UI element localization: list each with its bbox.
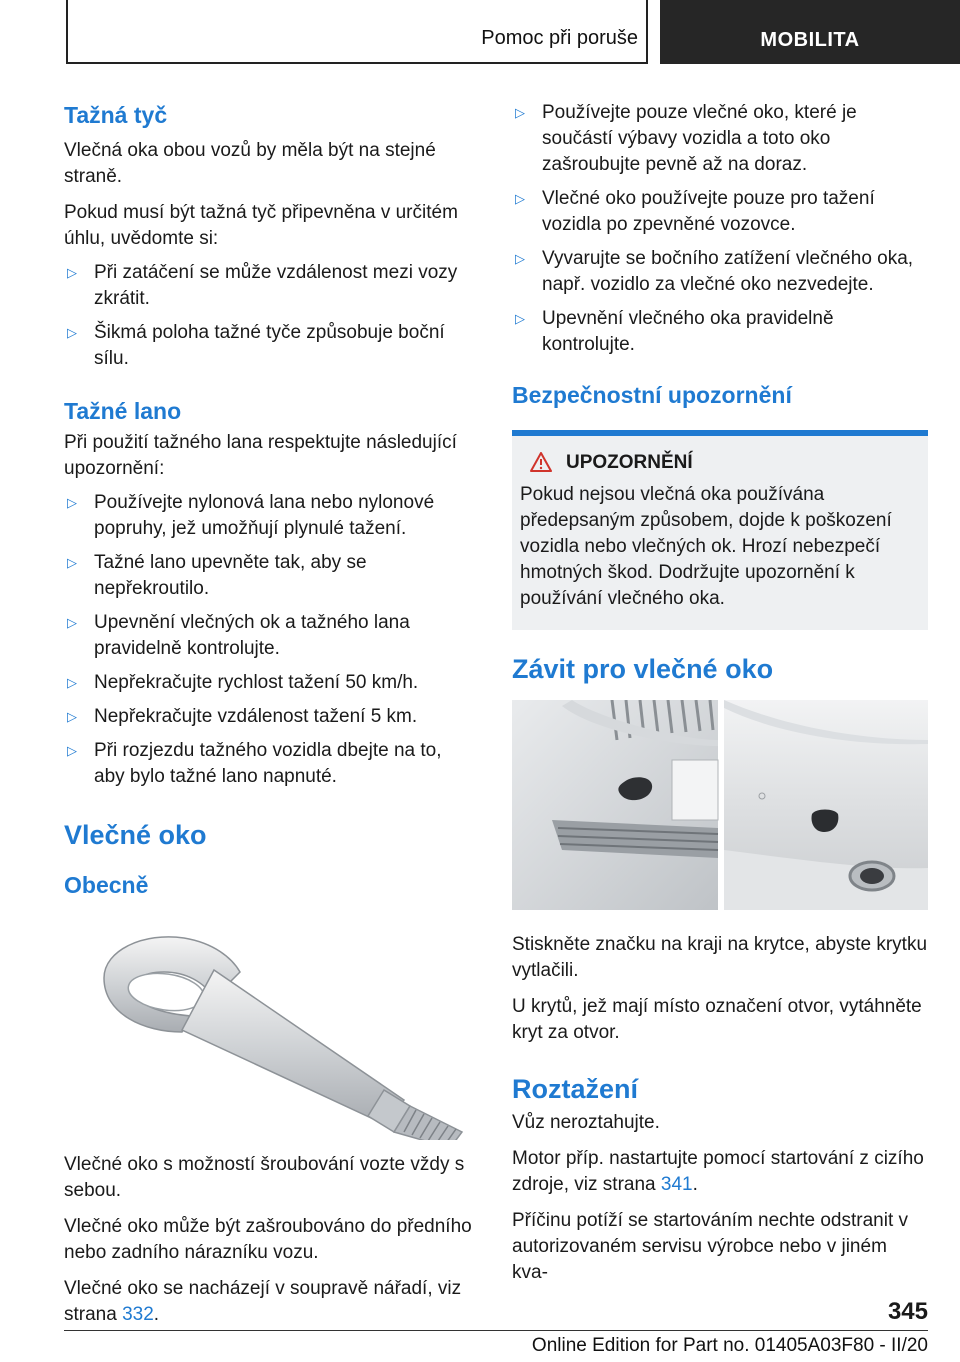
header-section-title: Pomoc při poruše [481, 27, 638, 49]
paragraph: Vůz neroztahujte. [512, 1112, 660, 1133]
header-chapter-title: MOBILITA [760, 29, 860, 51]
page-number: 345 [887, 1298, 928, 1325]
triangle-right-icon: ▷ [67, 495, 77, 510]
triangle-right-icon: ▷ [67, 675, 77, 690]
triangle-right-icon: ▷ [67, 709, 77, 724]
list-item: ▷ Nepřekračujte vzdálenost tažení 5 km. [64, 704, 476, 730]
bullet-list [512, 100, 928, 358]
triangle-right-icon: ▷ [67, 265, 77, 280]
paragraph: Pokud musí být tažná tyč připevněna v určitém úhlu, uvědomte si: [64, 202, 458, 249]
heading-bezpecnostni-upozorneni: Bezpečnostní upozornění [512, 382, 792, 408]
list-item: ▷ Používejte nylonová lana nebo nylonové popruhy, jež umožňují plynulé tažení. [67, 492, 435, 539]
right-column [512, 100, 928, 1286]
bumper-illustration [512, 700, 928, 910]
heading-zavit: Závit pro vlečné oko [512, 654, 774, 684]
paragraph: Motor příp. nastartujte pomocí startování z cizího zdroje, viz strana 341. [512, 1148, 924, 1195]
footer-edition: Online Edition for Part no. 01405A03F80 - II/20 [531, 1335, 928, 1356]
header-chapter-box [660, 0, 960, 64]
triangle-right-icon: ▷ [67, 325, 77, 340]
paragraph: Stiskněte značku na kraji na krytce, abyste krytku vytlačili. [512, 934, 928, 981]
list-item: ▷ Tažné lano upevněte tak, aby se nepřekroutilo. [67, 552, 367, 599]
paragraph: Při použití tažného lana respektujte následující upozornění: [64, 432, 457, 479]
paragraph: Vlečné oko se nacházejí v soupravě nářadí, viz strana 332. [64, 1278, 462, 1325]
heading-vlecne-oko: Vlečné oko [64, 820, 207, 850]
list-item: ▷ Při zatáčení se může vzdálenost mezi vozy zkrátit. [67, 262, 458, 309]
warning-text: Pokud nejsou vlečná oka používána předepsaným způsobem, dojde k poškození vozidla nebo vlečných ok. Hrozí nebezpečí hmotných škod. Dodržujte upozornění k používání vlečného oka. [520, 484, 892, 609]
triangle-right-icon: ▷ [67, 615, 77, 630]
triangle-right-icon: ▷ [515, 311, 525, 326]
list-item: ▷ Nepřekračujte rychlost tažení 50 km/h. [64, 670, 476, 696]
list-item: ▷ Vyvarujte se bočního zatížení vlečného oka, např. vozidlo za vlečné oko nezvedejte. [515, 248, 914, 295]
page-link-332[interactable]: 332 [122, 1304, 154, 1325]
list-item: ▷ Používejte pouze vlečné oko, které je součástí výbavy vozidla a toto oko zašroubujte pevně až na doraz. [515, 102, 857, 175]
warning-triangle-icon [530, 452, 552, 472]
paragraph: Vlečné oko s možností šroubování vozte vždy s sebou. [64, 1154, 465, 1201]
paragraph: Vlečné oko může být zašroubováno do předního nebo zadního nárazníku vozu. [64, 1216, 472, 1263]
paragraph: Vlečná oka obou vozů by měla být na stejné straně. [64, 140, 436, 187]
heading-tazna-tyc: Tažná tyč [64, 102, 168, 128]
heading-tazne-lano: Tažné lano [64, 398, 182, 424]
list-item: ▷ Vlečné oko používejte pouze pro tažení vozidla po zpevněné vozovce. [515, 188, 875, 235]
heading-roztazeni: Roztažení [512, 1074, 639, 1104]
list-item: ▷ Šikmá poloha tažné tyče způsobuje boční sílu. [67, 322, 445, 369]
heading-obecne: Obecně [64, 872, 149, 898]
header-section-box [66, 0, 648, 64]
triangle-right-icon: ▷ [67, 743, 77, 758]
left-column [64, 100, 476, 1328]
triangle-right-icon: ▷ [515, 105, 525, 120]
list-item: ▷ Upevnění vlečných ok a tažného lana pravidelně kontrolujte. [67, 612, 410, 659]
triangle-right-icon: ▷ [515, 251, 525, 266]
list-item: ▷ Upevnění vlečného oka pravidelně kontrolujte. [515, 308, 834, 355]
bullet-list [64, 260, 476, 372]
triangle-right-icon: ▷ [515, 191, 525, 206]
warning-title: UPOZORNĚNÍ [566, 452, 693, 473]
paragraph: Příčinu potíží se startováním nechte odstranit v autorizovaném servisu výrobce nebo v jiném kva- [512, 1210, 909, 1283]
paragraph: U krytů, jež mají místo označení otvor, vytáhněte kryt za otvor. [512, 996, 922, 1043]
list-item: ▷ Při rozjezdu tažného vozidla dbejte na to, aby bylo tažné lano napnuté. [67, 740, 442, 787]
bumper-photo [512, 700, 928, 910]
footer-divider [64, 1330, 928, 1331]
towing-eye-image [64, 910, 476, 1140]
triangle-right-icon: ▷ [67, 555, 77, 570]
warning-box [512, 430, 928, 630]
towing-eye-illustration [64, 910, 476, 1140]
page-link-341[interactable]: 341 [660, 1174, 693, 1195]
bullet-list [64, 490, 476, 790]
